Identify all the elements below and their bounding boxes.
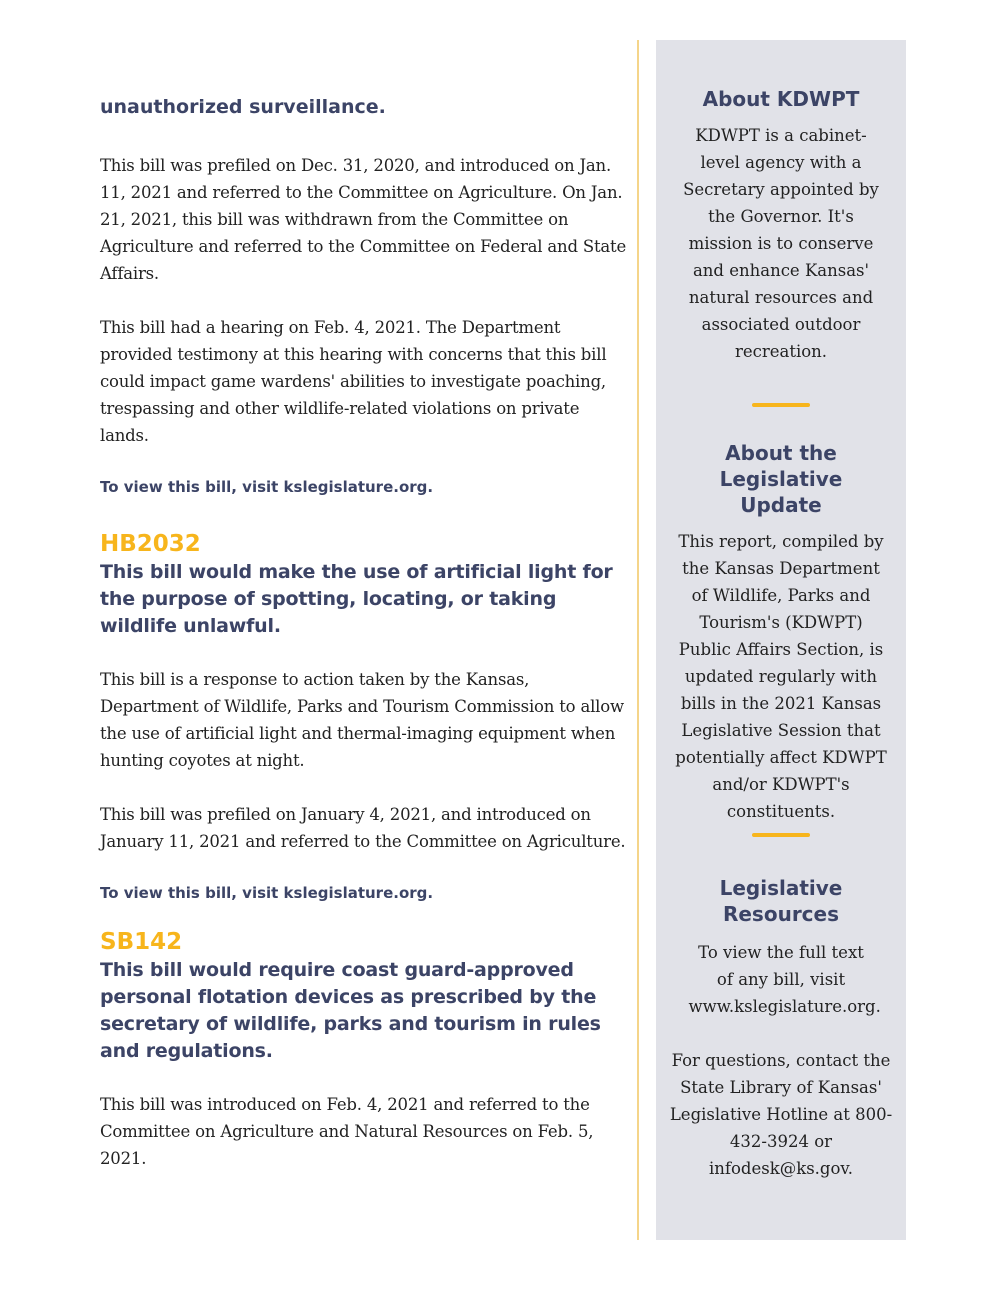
resources-contact-text: For questions, contact the State Library of Kansas' Legislative Hotline at 800-432-3924 or infodesk@ks.gov. bbox=[669, 1051, 893, 1178]
resources-view-text: To view the full text of any bill, visit www.kslegislature.org. bbox=[688, 943, 881, 1016]
bill-title-sb142: This bill would require coast guard-approved personal flotation devices as prescribed by the secretary of wildlife, parks and tourism in rules and regulations. bbox=[100, 959, 601, 1062]
about-update-heading: About the Legislative Update bbox=[719, 441, 843, 517]
paragraph-sb142-filing: This bill was introduced on Feb. 4, 2021 and referred to the Committee on Agriculture and Natural Resources on Feb. 5, 2021. bbox=[100, 1095, 594, 1168]
paragraph-hearing: This bill had a hearing on Feb. 4, 2021. The Department provided testimony at this hearing with concerns that this bill could impact game wardens' abilities to investigate poaching, trespassing and other wildlife-related violations on private lands. bbox=[100, 318, 607, 445]
about-kdwpt-heading: About KDWPT bbox=[702, 87, 860, 111]
column-divider bbox=[637, 40, 639, 1240]
resources-section bbox=[656, 875, 906, 1182]
paragraph-hb2032-response: This bill is a response to action taken by the Kansas, Department of Wildlife, Parks and Tourism Commission to allow the use of artificial light and thermal-imaging equipment when hunting coyotes at night. bbox=[100, 670, 624, 770]
main-column bbox=[100, 92, 630, 1172]
about-kdwpt-section bbox=[656, 86, 906, 365]
about-update-text: This report, compiled by the Kansas Department of Wildlife, Parks and Tourism's (KDWPT) Public Affairs Section, is updated regularly with bills in the 2021 Kansas Legislative Session that potentially affect KDWPT and/or KDWPT's constituents. bbox=[675, 532, 887, 821]
view-bill-link[interactable]: To view this bill, visit kslegislature.org. bbox=[100, 884, 434, 902]
about-update-section bbox=[656, 440, 906, 825]
paragraph-filing-history: This bill was prefiled on Dec. 31, 2020, and introduced on Jan. 11, 2021 and referred to the Committee on Agriculture. On Jan. 21, 2021, this bill was withdrawn from the Committee on Agriculture and referred to the Committee on Federal and State Affairs. bbox=[100, 156, 627, 283]
about-kdwpt-text: KDWPT is a cabinet-level agency with a Secretary appointed by the Governor. It's mission is to conserve and enhance Kansas' natural resources and associated outdoor recreation. bbox=[683, 126, 879, 361]
paragraph-hb2032-filing: This bill was prefiled on January 4, 2021, and introduced on January 11, 2021 and referred to the Committee on Agriculture. bbox=[100, 805, 626, 851]
view-bill-link[interactable]: To view this bill, visit kslegislature.org. bbox=[100, 478, 434, 496]
bill-title-hb2032: This bill would make the use of artificial light for the purpose of spotting, locating, or taking wildlife unlawful. bbox=[100, 561, 613, 637]
bill-id-sb142: SB142 bbox=[100, 929, 183, 955]
continued-heading: unauthorized surveillance. bbox=[100, 96, 386, 118]
section-divider-accent bbox=[752, 833, 810, 837]
resources-heading: Legislative Resources bbox=[719, 876, 843, 926]
sidebar bbox=[656, 40, 906, 1240]
section-divider-accent bbox=[752, 403, 810, 407]
bill-id-hb2032: HB2032 bbox=[100, 531, 201, 557]
